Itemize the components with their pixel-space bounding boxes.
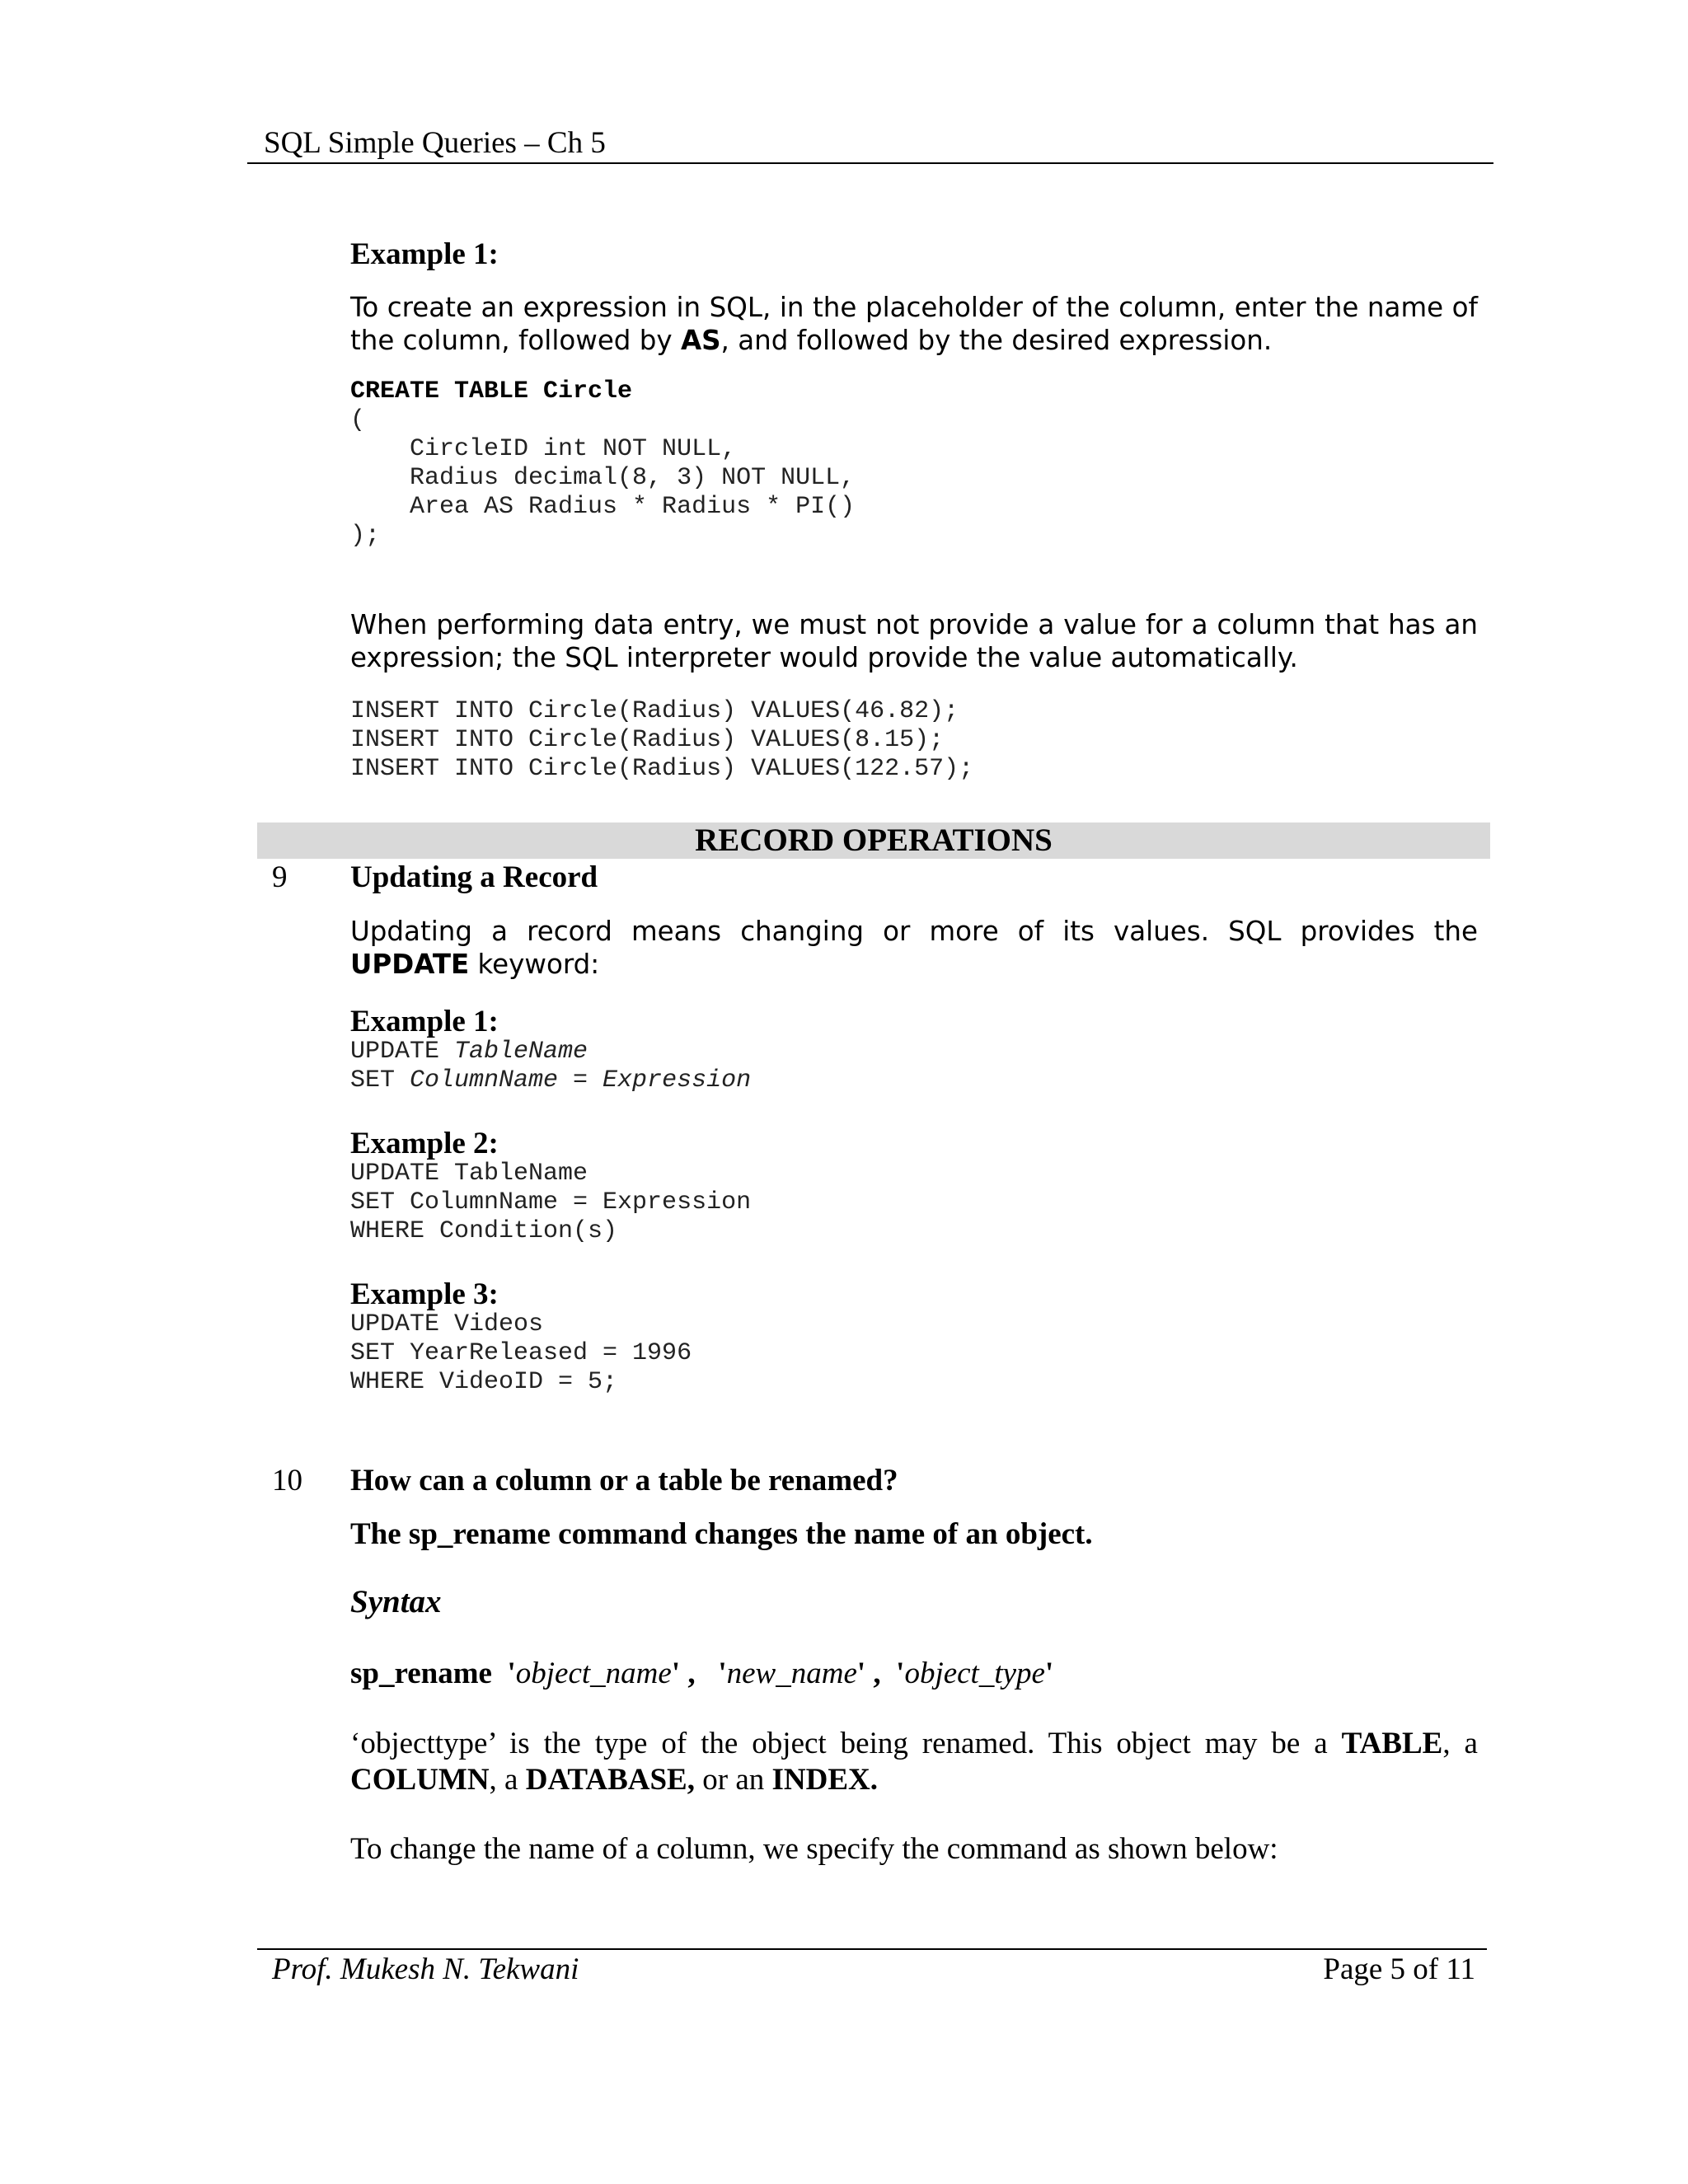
syntax-argument: object_name <box>515 1657 672 1690</box>
syntax-argument: new_name <box>726 1657 857 1690</box>
example-heading: Example 1: <box>350 237 499 271</box>
paragraph-text: , and followed by the desired expression. <box>720 325 1273 356</box>
insert-code: INSERT INTO Circle(Radius) VALUES(46.82); INSERT INTO Circle(Radius) VALUES(8.15); INSERT INTO Circle(Radius) VALUES(122.57); <box>350 697 974 783</box>
item-answer: The sp_rename command changes the name of an object. <box>350 1517 1093 1551</box>
update-videos-code: UPDATE Videos SET YearReleased = 1996 WHERE VideoID = 5; <box>350 1310 692 1396</box>
syntax-quote: ' <box>718 1657 727 1690</box>
syntax-quote: ' <box>507 1657 516 1690</box>
syntax-separator: ' , <box>856 1657 881 1690</box>
paragraph-text: To create an expression in SQL, in the placeholder of the column, enter the name of the column, followed by <box>350 292 1478 356</box>
paragraph-text: Updating a record means changing or more of its values. SQL provides the <box>350 916 1478 947</box>
footer-divider <box>257 1948 1487 1950</box>
code-placeholder: TableName <box>454 1038 588 1066</box>
update-where-code: UPDATE TableName SET ColumnName = Expression WHERE Condition(s) <box>350 1160 752 1245</box>
object-type-paragraph <box>350 1726 1478 1798</box>
example-heading: Example 2: <box>350 1127 499 1160</box>
page-header-title: SQL Simple Queries – Ch 5 <box>264 126 606 160</box>
code-keyword: UPDATE <box>350 1038 455 1066</box>
example-heading: Example 1: <box>350 1005 499 1038</box>
syntax-quote: ' <box>1044 1657 1054 1690</box>
update-paragraph <box>350 915 1478 981</box>
keyword-table: TABLE <box>1341 1727 1443 1760</box>
data-entry-paragraph: When performing data entry, we must not provide a value for a column that has an expression; the SQL interpreter would provide the value automatically. <box>350 609 1478 673</box>
keyword-column: COLUMN <box>350 1763 490 1797</box>
syntax-argument: object_type <box>904 1657 1045 1690</box>
footer-author: Prof. Mukesh N. Tekwani <box>272 1952 579 1986</box>
rename-column-paragraph: To change the name of a column, we specify the command as shown below: <box>350 1832 1278 1866</box>
code-lines: ( CircleID int NOT NULL, Radius decimal(8, 3) NOT NULL, Area AS Radius * Radius * PI() ); <box>350 406 856 550</box>
paragraph-text: or an <box>695 1763 772 1797</box>
keyword-update: UPDATE <box>350 949 470 980</box>
keyword-as: AS <box>680 325 721 356</box>
paragraph-text: , a <box>489 1763 526 1797</box>
code-keyword: SET <box>350 1066 410 1094</box>
header-divider <box>247 162 1493 164</box>
page-number: Page 5 of 11 <box>1323 1952 1475 1986</box>
code-line: CREATE TABLE Circle <box>350 377 633 405</box>
keyword-database: DATABASE, <box>525 1763 695 1797</box>
item-number: 10 <box>272 1464 302 1497</box>
paragraph-text: ‘objecttype’ is the type of the object being renamed. This object may be a <box>350 1727 1342 1760</box>
item-number: 9 <box>272 860 288 894</box>
syntax-separator: ' , <box>671 1657 696 1690</box>
create-table-code <box>350 377 855 551</box>
expression-paragraph <box>350 291 1478 357</box>
syntax-quote: ' <box>896 1657 905 1690</box>
paragraph-text: keyword: <box>469 949 600 980</box>
code-placeholder: ColumnName = Expression <box>410 1066 752 1094</box>
sp-rename-syntax <box>350 1656 1053 1692</box>
syntax-command: sp_rename <box>350 1657 492 1690</box>
item-heading: Updating a Record <box>350 860 598 894</box>
keyword-index: INDEX. <box>771 1763 878 1797</box>
paragraph-text: , a <box>1442 1727 1478 1760</box>
example-heading: Example 3: <box>350 1277 499 1311</box>
update-syntax-code <box>350 1038 751 1095</box>
section-title: RECORD OPERATIONS <box>695 823 1053 858</box>
item-question: How can a column or a table be renamed? <box>350 1464 898 1497</box>
syntax-label: Syntax <box>350 1584 442 1619</box>
